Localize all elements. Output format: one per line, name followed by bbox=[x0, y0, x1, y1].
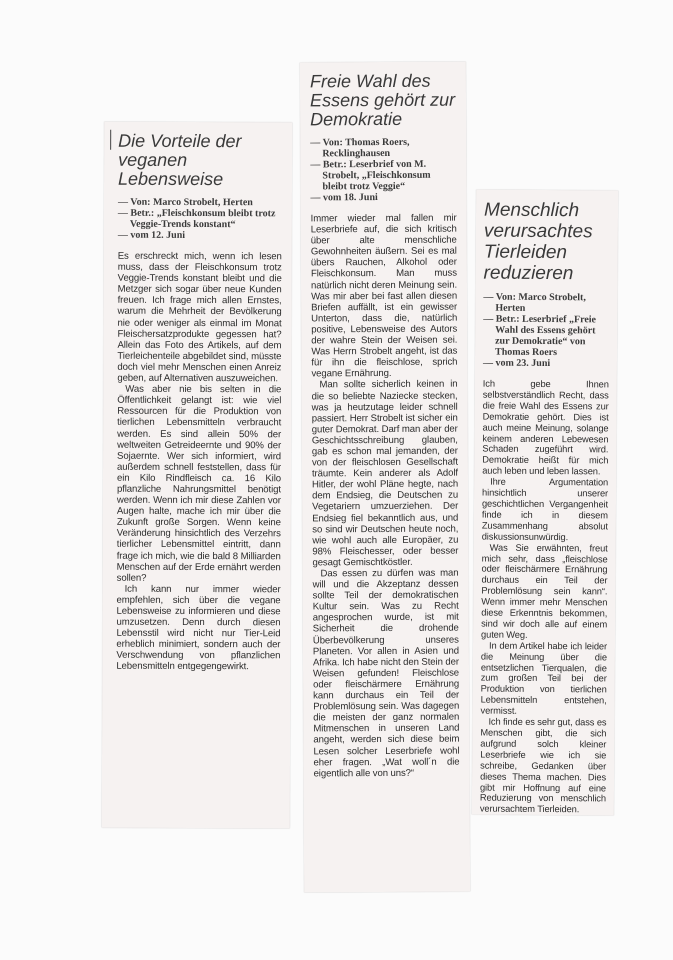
letter-3-paragraph: Ich gebe Ihnen selbstverständlich Recht, dass die freie Wahl des Essens zur Demokratie gehört. Dies ist auch meine Meinung, solange keinem anderen Lebewesen Schaden zugeführt wird. Demokratie heißt für mich auch leben und leben lassen. bbox=[482, 378, 609, 477]
letter-3-paragraph: Ich finde es sehr gut, dass es Menschen gibt, die sich aufgrund solch kleiner Leserbriefe wie ich sie schreibe, Gedanken über dieses Thema machen. Dies gibt mir Hoffnung auf eine Reduzierung von menschlich verursachtem Tierleiden. bbox=[479, 716, 607, 815]
letter-3-paragraph: In dem Artikel habe ich leider die Meinung über die entsetzlichen Tierqualen, die zum großen Teil bei der Produktion von tierlichen Lebensmitteln entstehen, vermisst. bbox=[480, 640, 608, 716]
letter-3-paragraph: Was Sie erwähnten, freut mich sehr, dass „fleischlose oder fleischärmere Ernährung durchaus ein Teil der Problemlösung sein kann“. Wenn immer mehr Menschen diese Erkenntnis bekommen, sind wir doch alle auf einem guten Weg. bbox=[481, 542, 608, 640]
letter-1-title: Die Vorteile der veganen Lebensweise bbox=[117, 130, 242, 190]
letter-3-meta bbox=[483, 292, 610, 370]
letter-1-paragraph: Was aber nie bis selten in die Öffentlichkeit gelangt ist: wie viel Ressourcen für die Produktion von tierlichen Lebensmitteln verbraucht werden. Es sind allein 50% der weltweiten Getreideernte und 90% der Sojaernte. Wer sich informiert, wird außerdem schnell feststellen, dass für ein Kilo Rindfleisch ca. 16 Kilo pflanzliche Nahrungsmittel benötigt werden. Wenn ich mir diese Zahlen vor Augen halte, mache ich mir über die Zukunft große Sorgen. Wenn keine Veränderung hinsichtlich des Verzehrs tierlicher Lebensmittel eintritt, dann frage ich mich, wie die bald 8 Milliarden Menschen auf der Erde ernährt werden sollen? bbox=[116, 383, 282, 584]
letter-3-date: — vom 23. Juni bbox=[482, 357, 551, 370]
letter-3-paragraph: Ihre Argumentation hinsichtlich unserer geschichtlichen Vergangenheit finde ich in diesem Zusammenhang absolut diskussionsunwürdig. bbox=[481, 476, 609, 542]
letter-2-paragraph: Man sollte sicherlich keinen in die so beliebte Naziecke stecken, was ja heutzutage leider schnell passiert. Herr Strobelt ist sicher ein guter Demokrat. Darf man aber der Geschichtsschreibung glauben, gab es schon mal jemanden, der von der fleischlosen Gesellschaft träumte. Kein anderer als Adolf Hitler, der wohl Pläne hegte, nach dem Endsieg, die Deutschen zu Vegetariern umzuerziehen. Der Endsieg fiel bekanntlich aus, und so sind wir Deutschen heute noch, wie wohl auch alle Europäer, zu 98% Fleischesser, oder besser gesagt Gemischtköstler. bbox=[311, 379, 459, 569]
letter-2-date: — vom 18. Juni bbox=[310, 192, 378, 204]
letter-3-body bbox=[480, 379, 609, 816]
letter-1-subject: — Betr.: „Fleischkonsum bleibt trotz Veggie-Trends konstant“ bbox=[117, 207, 276, 231]
letter-1-author: — Von: Marco Strobelt, Herten bbox=[117, 196, 253, 209]
letter-1-body bbox=[116, 251, 281, 673]
letter-1-meta bbox=[118, 197, 282, 242]
letter-2-meta bbox=[310, 137, 456, 204]
letter-2-title: Freie Wahl des Essens gehört zur Demokratie bbox=[309, 70, 456, 130]
letter-clipping-1 bbox=[102, 122, 292, 829]
letter-2-paragraph: Das essen zu dürfen was man will und die Akzeptanz dessen sollte Teil der demokratischen Kultur sein. Was zu Recht angesprochen wurde, ist mit Sicherheit die drohende Überbevölkerung unseres Planeten. Vor allen in Asien und Afrika. Ich habe nicht den Stein der Weisen gefunden! Fleischlose oder fleischärmere Ernährung kann durchaus ein Teil der Problemlösung sein. Was dagegen die meisten der ganz normalen Mitmenschen in unseren Land angeht, werden sich diese beim Lesen solcher Leserbriefe wohl eher fragen. „Wat woll´n die eigentlich alle von uns?“ bbox=[312, 567, 460, 780]
letter-3-title: Menschlich verursachtes Tierleiden reduzieren bbox=[483, 199, 593, 285]
letter-2-subject: — Betr.: Leserbrief von M. Strobelt, „Fleischkonsum bleibt trotz Veggie“ bbox=[310, 158, 431, 193]
letter-3-subject: — Betr.: Leserbrief „Freie Wahl des Essens gehört zur Demokratie“ von Thomas Roers bbox=[483, 313, 597, 359]
column-marker bbox=[110, 130, 111, 150]
letter-1-paragraph: Ich kann nur immer wieder empfehlen, sich über die vegane Lebensweise zu informieren und diese umzusetzen. Denn durch diesen Lebensstil wird nicht nur Tier-Leid erheblich minimiert, sondern auch der Verschwendung von pflanzlichen Lebensmitteln entgegengewirkt. bbox=[116, 583, 281, 673]
letter-1-date: — vom 12. Juni bbox=[117, 229, 186, 241]
letter-2-body bbox=[311, 213, 460, 780]
letter-2-paragraph: Immer wieder mal fallen mir Leserbriefe auf, die sich kritisch über alte menschliche Gewohnheiten äußern. Sei es mal übers Rauchen, Alkohol oder Fleischkonsum. Man muss natürlich nicht deren Meinung sein. Was mir aber bei fast allen diesen Briefen auffällt, ist ein gewisser Unterton, dass die, natürlich positive, Lebensweise des Autors der wahre Stein der Weisen sei. Was Herrn Strobelt angeht, ist das für ihn die fleischlose, sprich vegane Ernährung. bbox=[310, 212, 458, 380]
letter-1-paragraph: Es erschreckt mich, wenn ich lesen muss, dass der Fleischkonsum trotz Veggie-Trends konstant bleibt und die Metzger sich sogar über neue Kunden freuen. Ich frage mich allen Ernstes, warum die Mehrheit der Bevölkerung nie oder weniger als einmal im Monat Fleischersatzprodukte gegessen hat? Allein das Foto des Artikels, auf dem Tierleichenteile abgebildet sind, müsste doch viel mehr Menschen einen Anreiz geben, auf Alternativen auszuweichen. bbox=[117, 250, 282, 385]
letter-2-author: — Von: Thomas Roers, Recklinghausen bbox=[310, 136, 410, 160]
letter-3-author: — Von: Marco Strobelt, Herten bbox=[483, 291, 586, 314]
letter-clipping-2 bbox=[300, 62, 470, 893]
letter-clipping-3 bbox=[472, 190, 618, 816]
